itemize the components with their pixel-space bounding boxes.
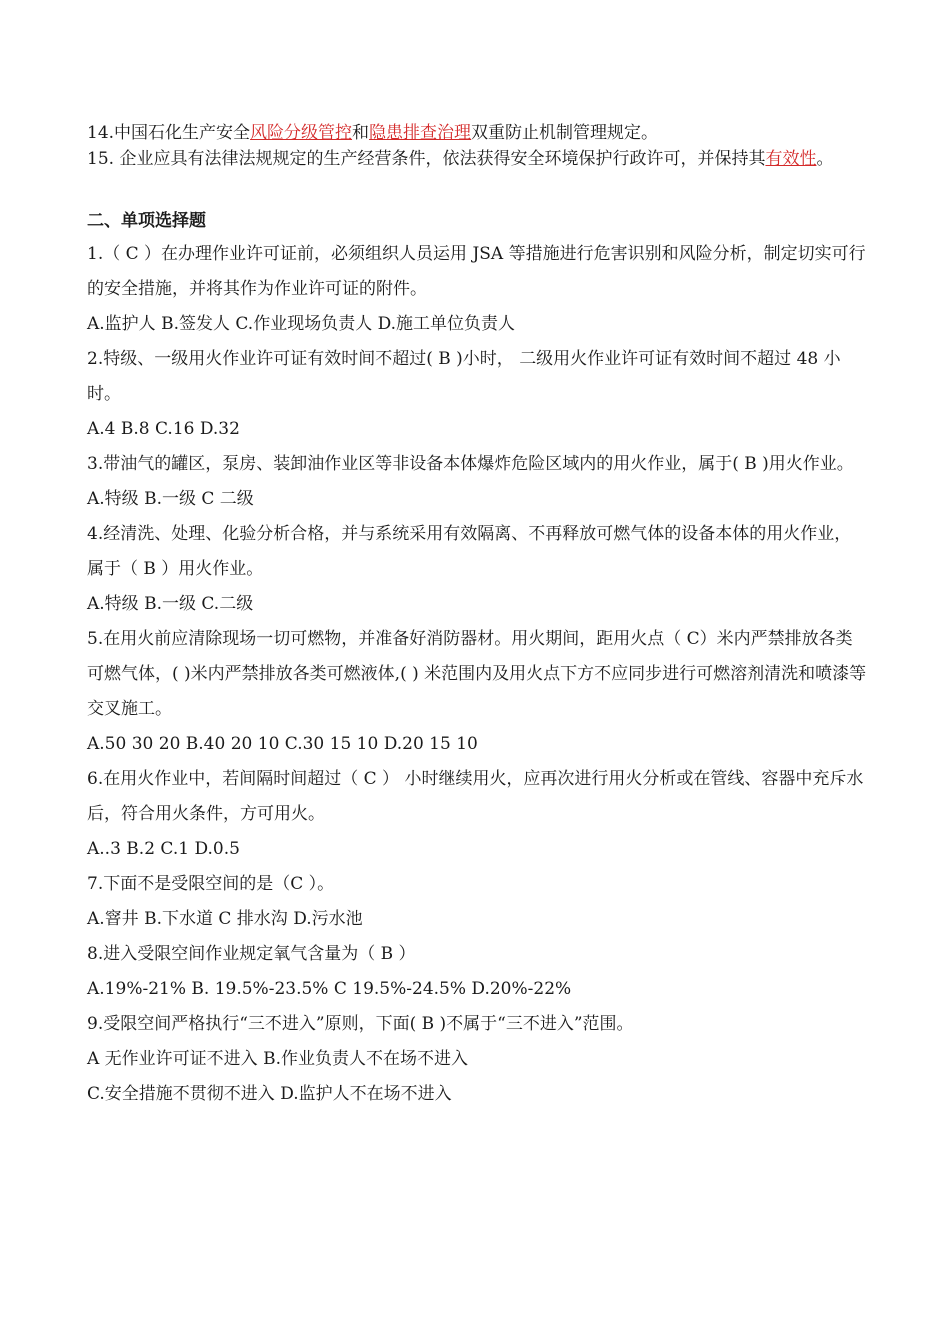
question-text: 5.在用火前应清除现场一切可燃物，并准备好消防器材。用火期间，距用火点（ C）米内严禁排放各类可燃气体，( )米内严禁排放各类可燃液体,( ) 米范围内及用火点下方不应同步进行可燃溶剂清洗和喷漆等交叉施工。 — [87, 629, 867, 719]
q14-text-mid: 和 — [352, 123, 370, 143]
question-text: 4.经清洗、处理、化验分析合格，并与系统采用有效隔离、不再释放可燃气体的设备本体的用火作业，属于（ B ）用火作业。 — [87, 524, 852, 579]
fill-question-15 — [87, 146, 867, 172]
question-text: 7.下面不是受限空间的是（C ）。 — [87, 874, 335, 894]
question-options: A.监护人 B.签发人 C.作业现场负责人 D.施工单位负责人 — [87, 314, 516, 334]
question-options: A.窨井 B.下水道 C 排水沟 D.污水池 — [87, 909, 363, 929]
question-list — [87, 237, 867, 1112]
question-options: A.特级 B.一级 C.二级 — [87, 594, 254, 614]
q14-answer-2: 隐患排查治理 — [369, 123, 472, 143]
section-title: 二、单项选择题 — [87, 211, 206, 231]
question-text: 2.特级、一级用火作业许可证有效时间不超过( B )小时， 二级用火作业许可证有效时间不超过 48 小时。 — [87, 349, 841, 404]
question-options: A.19%-21% B. 19.5%-23.5% C 19.5%-24.5% D.20%-22% — [87, 979, 572, 999]
q15-text: 15. 企业应具有法律法规规定的生产经营条件，依法获得安全环境保护行政许可，并保持其 — [87, 149, 766, 169]
question-options: A.4 B.8 C.16 D.32 — [87, 419, 240, 439]
question-text: 1.（ C ）在办理作业许可证前，必须组织人员运用 JSA 等措施进行危害识别和风险分析，制定切实可行的安全措施，并将其作为作业许可证的附件。 — [87, 244, 866, 299]
question-text: 9.受限空间严格执行“三不进入”原则，下面( B )不属于“三不进入”范围。 — [87, 1014, 634, 1034]
q15-text-end: 。 — [816, 149, 834, 169]
q15-answer: 有效性 — [765, 149, 817, 169]
document-page — [87, 120, 867, 1112]
q14-text-end: 双重防止机制管理规定。 — [471, 123, 659, 143]
question-options: A.50 30 20 B.40 20 10 C.30 15 10 D.20 15 10 — [87, 734, 478, 754]
question-options: C.安全措施不贯彻不进入 D.监护人不在场不进入 — [87, 1084, 452, 1104]
question-text: 8.进入受限空间作业规定氧气含量为（ B ） — [87, 944, 416, 964]
q14-text: 14.中国石化生产安全 — [87, 123, 251, 143]
q14-answer-1: 风险分级管控 — [250, 123, 353, 143]
question-options: A 无作业许可证不进入 B.作业负责人不在场不进入 — [87, 1049, 468, 1069]
question-options: A.特级 B.一级 C 二级 — [87, 489, 254, 509]
question-options: A..3 B.2 C.1 D.0.5 — [87, 839, 240, 859]
question-text: 6.在用火作业中，若间隔时间超过（ C ） 小时继续用火，应再次进行用火分析或在管线、容器中充斥水后，符合用火条件，方可用火。 — [87, 769, 864, 824]
question-text: 3.带油气的罐区，泵房、装卸油作业区等非设备本体爆炸危险区域内的用火作业，属于( B )用火作业。 — [87, 454, 854, 474]
fill-question-14 — [87, 120, 867, 146]
